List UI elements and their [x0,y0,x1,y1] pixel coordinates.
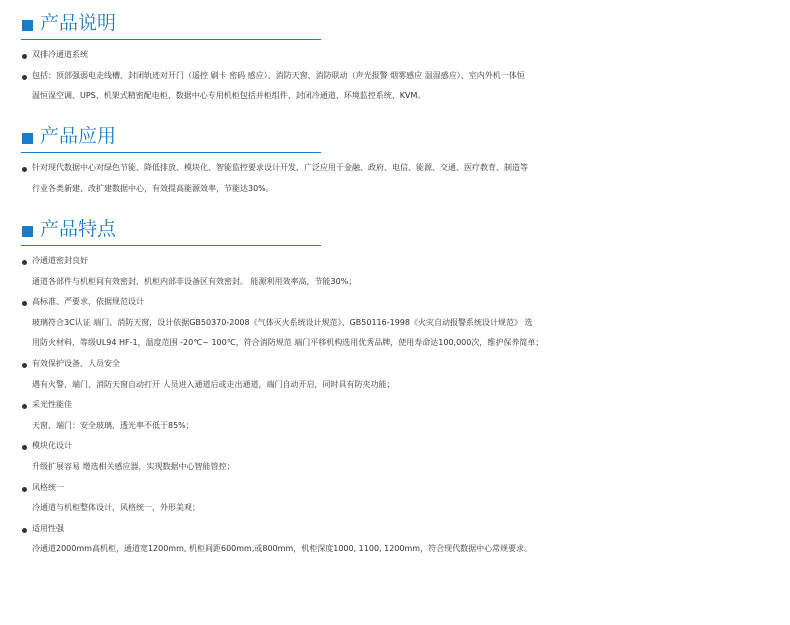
heading-underline [21,39,321,40]
section-heading [0,10,790,40]
list-item [0,519,790,560]
item-text: 包括：顶部强弱电走线槽、封闭轨迹对开门（遥控 刷卡 密码 感应）、消防天窗、消防联动（声光报警 烟雾感应 温湿感应）、室内外机一体恒 [32,70,525,80]
bullet-dot-icon [22,75,27,80]
list-item [0,436,790,477]
bullet-dot-icon [22,301,27,306]
section-product-application [0,123,790,199]
item-text: 温恒湿空调、UPS、机架式精密配电柜、数据中心专用机柜包括并柜组件、封闭冷通道、环境监控系统、KVM。 [32,91,426,101]
list-item [0,354,790,395]
bullet-dot-icon [22,487,27,492]
item-text: 天窗、端门：安全玻璃，透光率不低于85%； [32,420,194,430]
item-text: 玻璃符合3C认证 端门、消防天窗，设计依据GB50370-2008《气体灭火系统设计规范》、GB50116-1998《火灾自动报警系统设计规范》 选 [32,317,533,327]
list-item [0,251,790,292]
section-product-features [0,216,790,560]
bullet-dot-icon [22,404,27,409]
item-heading: 有效保护设备、人员安全 [32,358,120,368]
item-text: 双排冷通道系统 [32,50,88,59]
section-title: 产品特点 [40,218,117,240]
section-product-description [0,10,790,107]
item-heading: 模块化设计 [32,441,72,451]
bullet-dot-icon [22,528,27,533]
item-text: 遇有火警，端门、消防天窗自动打开 人员进入通道后或走出通道，端门自动开启，同时具有防夹功能； [32,379,395,389]
heading-underline [21,152,321,153]
bullet-dot-icon [22,167,27,172]
bullet-list [0,251,790,560]
square-bullet-icon [22,133,33,144]
bullet-dot-icon [22,54,27,59]
list-item [0,478,790,519]
item-heading: 采光性能佳 [32,400,72,410]
list-item [0,66,790,107]
section-title: 产品应用 [40,125,117,147]
list-item [0,158,790,199]
bullet-list [0,45,790,107]
square-bullet-icon [22,20,33,31]
square-bullet-icon [22,226,33,237]
list-item [0,395,790,436]
item-heading: 风格统一 [32,482,64,492]
item-text: 用防火材料，等级UL94 HF-1，温度范围 -20℃~ 100℃，符合消防规范 端门平移机构选用优秀品牌，使用寿命达100,000次，维护保养简单； [32,338,544,348]
item-text: 冷通道2000mm高机柜，通道宽1200mm, 机柜间距600mm,或800mm，机柜深度1000, 1100, 1200mm，符合现代数据中心常规要求。 [32,544,533,554]
item-text: 通道各部件与机柜间有效密封，机柜内部非设备区有效密封。 能源利用效率高，节能30%； [32,276,357,286]
item-heading: 冷通道密封良好 [32,256,88,265]
item-text: 升级扩展容易 增选相关感应器，实现数据中心智能管控； [32,461,235,471]
list-item [0,292,790,354]
item-heading: 高标准、严要求，依据规范设计 [32,297,144,307]
section-title: 产品说明 [40,12,117,34]
bullet-list [0,158,790,199]
item-text: 冷通道与机柜整体设计，风格统一，外形美观； [32,503,200,513]
heading-underline [21,245,321,246]
bullet-dot-icon [22,363,27,368]
section-heading [0,123,790,153]
list-item [0,45,790,66]
section-heading [0,216,790,246]
bullet-dot-icon [22,445,27,450]
item-text: 针对现代数据中心对绿色节能、降低排放、模块化、智能监控要求设计开发，广泛应用于金融、政府、电信、能源、交通、医疗教育、制造等 [32,163,528,172]
bullet-dot-icon [22,260,27,265]
item-text: 行业各类新建、改扩建数据中心，有效提高能源效率，节能达30%。 [32,183,274,193]
item-heading: 适用性强 [32,523,64,533]
